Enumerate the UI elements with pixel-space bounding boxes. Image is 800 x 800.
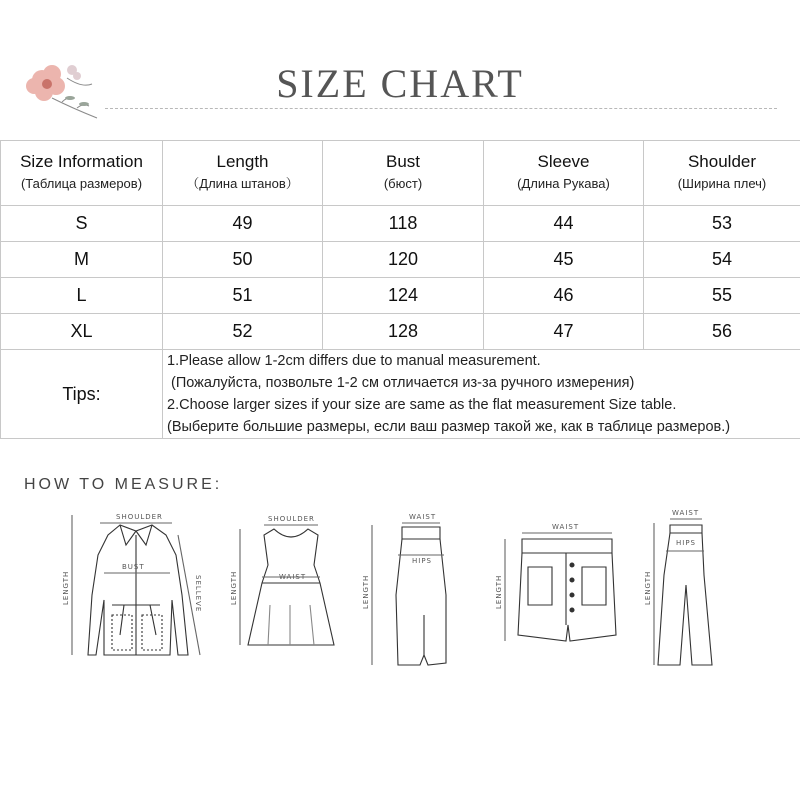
- table-cell: L: [1, 278, 163, 314]
- table-cell: S: [1, 206, 163, 242]
- label-shoulder: SHOULDER: [116, 513, 163, 521]
- table-cell: 46: [484, 278, 644, 314]
- table-cell: 49: [163, 206, 323, 242]
- header: [0, 0, 800, 130]
- table-cell: 118: [323, 206, 484, 242]
- column-header-shoulder: Shoulder (Ширина плеч): [644, 141, 800, 206]
- shorts-diagram: [505, 533, 616, 641]
- label-waist: WAIST: [552, 523, 580, 531]
- label-length: LENGTH: [495, 574, 503, 609]
- table-cell: 55: [644, 278, 800, 314]
- label-shoulder: SHOULDER: [268, 515, 315, 523]
- table-cell: 50: [163, 242, 323, 278]
- table-cell: 44: [484, 206, 644, 242]
- column-header-sleeve: Sleeve (Длина Рукава): [484, 141, 644, 206]
- label-length: LENGTH: [62, 570, 70, 605]
- size-table: [0, 140, 800, 439]
- label-hips: HIPS: [676, 539, 696, 547]
- label-length: LENGTH: [362, 574, 370, 609]
- label-bust: BUST: [122, 563, 145, 571]
- column-header-bust: Bust (бюст): [323, 141, 484, 206]
- label-length: LENGTH: [230, 570, 238, 605]
- table-row: [1, 278, 800, 314]
- label-selleve: SELLEVE: [194, 575, 202, 613]
- table-cell: 53: [644, 206, 800, 242]
- table-cell: 51: [163, 278, 323, 314]
- table-header-row: [1, 141, 800, 206]
- tip-line: 1.Please allow 1-2cm differs due to manual measurement.: [167, 353, 541, 369]
- label-waist: WAIST: [279, 573, 307, 581]
- table-row: [1, 242, 800, 278]
- skirt-diagram: [372, 523, 446, 665]
- column-header-size: Size Information (Таблица размеров): [1, 141, 163, 206]
- tips-label: Tips:: [1, 350, 163, 439]
- table-cell: XL: [1, 314, 163, 350]
- page-title: SIZE CHART: [276, 61, 524, 106]
- table-cell: 54: [644, 242, 800, 278]
- tip-line: (Пожалуйста, позвольте 1-2 см отличается из-за ручного измерения): [167, 375, 635, 391]
- table-cell: 124: [323, 278, 484, 314]
- table-cell: 47: [484, 314, 644, 350]
- tip-line: 2.Choose larger sizes if your size are same as the flat measurement Size table.: [167, 397, 677, 413]
- label-hips: HIPS: [412, 557, 432, 565]
- tips-text: [163, 350, 800, 439]
- table-cell: 56: [644, 314, 800, 350]
- table-cell: 128: [323, 314, 484, 350]
- table-row: [1, 314, 800, 350]
- jacket-diagram: [72, 515, 200, 655]
- label-length: LENGTH: [644, 570, 652, 605]
- label-waist: WAIST: [409, 513, 437, 521]
- dress-diagram: [240, 525, 334, 645]
- tips-row: [1, 350, 800, 439]
- label-waist: WAIST: [672, 509, 700, 517]
- header-divider: [105, 108, 777, 109]
- table-cell: 52: [163, 314, 323, 350]
- how-to-measure-title: HOW TO MEASURE:: [24, 476, 223, 493]
- table-cell: 45: [484, 242, 644, 278]
- measure-diagrams: [0, 505, 800, 690]
- table-cell: 120: [323, 242, 484, 278]
- table-row: [1, 206, 800, 242]
- tip-line: (Выберите большие размеры, если ваш размер такой же, как в таблице размеров.): [167, 419, 731, 435]
- table-cell: M: [1, 242, 163, 278]
- column-header-length: Length （Длина штанов）: [163, 141, 323, 206]
